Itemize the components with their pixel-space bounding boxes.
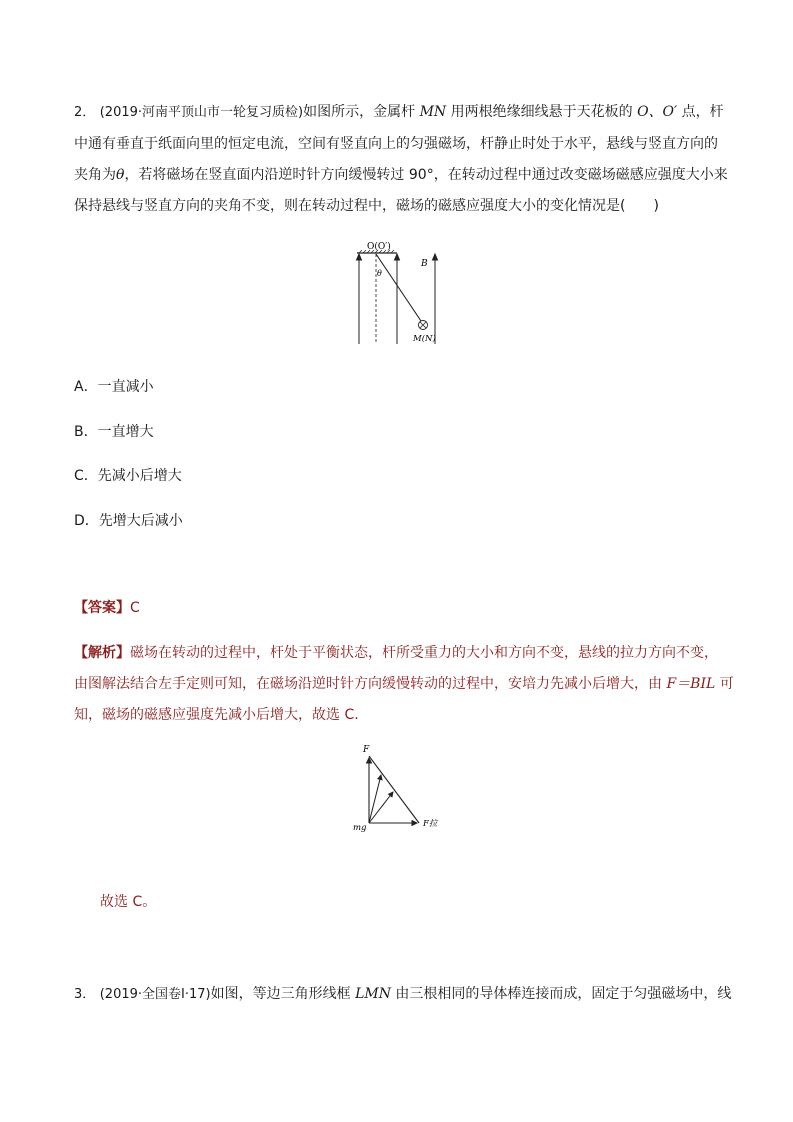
fig2-label-f: F [363, 745, 370, 755]
q2-text: 夹角为 [74, 167, 116, 183]
analysis-text: 磁场在转动的过程中，杆处于平衡状态，杆所受重力的大小和方向不变，悬线的拉力方向不变， [130, 645, 718, 661]
current-into-page-icon [419, 321, 428, 330]
q2-text: ，若将磁场在竖直面内沿逆时针方向缓慢转过 90°，在转动过程中通过改变磁场磁感应强度大小来 [124, 167, 728, 183]
q3-number: 3． [74, 987, 96, 1002]
q2-rod-label: MN [419, 104, 447, 120]
option-b [74, 422, 154, 442]
q3-line-1 [74, 984, 732, 1005]
option-letter: A． [74, 379, 98, 395]
q2-text: 如图所示，金属杆 [303, 104, 420, 120]
q2-angle-symbol: θ [116, 167, 125, 183]
q2-line-4: 保持悬线与竖直方向的夹角不变，则在转动过程中，磁场的磁感应强度大小的变化情况是( ) [74, 198, 659, 214]
analysis-label: 【解析】 [74, 645, 130, 661]
option-letter: B． [74, 424, 98, 440]
option-text: 先增大后减小 [98, 513, 183, 529]
q2-number: 2． [74, 105, 96, 120]
fig2-label-mg: mg [353, 823, 367, 832]
q3-text: 如图，等边三角形线框 [210, 986, 356, 1002]
analysis-line-3: 知，磁场的磁感应强度先减小后增大，故选 C. [74, 707, 359, 723]
q2-line-2: 中通有垂直于纸面向里的恒定电流，空间有竖直向上的匀强磁场，杆静止时处于水平，悬线与竖直方向的 [74, 136, 718, 152]
q2-figure [345, 238, 455, 348]
answer-label: 【答案】 [74, 600, 130, 616]
analysis-text: 由图解法结合左手定则可知，在磁场沿逆时针方向缓慢转动的过程中，安培力先减小后增大，由 [74, 676, 667, 692]
analysis-line-2 [74, 674, 734, 694]
q2-text: 用两根绝缘细线悬于天花板的 [446, 104, 638, 120]
fig1-string [376, 254, 421, 321]
q3-source: (2019·全国卷Ⅰ·17) [99, 987, 211, 1002]
q3-frame-label: LMN [355, 986, 391, 1002]
fig1-label-b: B [421, 259, 428, 269]
q3-text: 由三根相同的导体棒连接而成，固定于匀强磁场中，线 [390, 986, 732, 1002]
option-c [74, 466, 182, 486]
q2-text: 点，杆 [677, 104, 724, 120]
q2-points-label: O、O′ [637, 104, 678, 120]
q2-source: (2019·河南平顶山市一轮复习质检) [99, 105, 304, 120]
fig1-label-theta: θ [377, 269, 382, 278]
analysis-text: 可 [715, 676, 734, 692]
option-text: 先减小后增大 [97, 468, 182, 484]
answer-value: C [130, 600, 140, 616]
q2-line-3 [74, 165, 728, 185]
option-letter: D． [74, 513, 99, 529]
fig1-label-o: O(O′) [367, 242, 391, 252]
q2-line-1 [74, 102, 724, 123]
analysis-figure [345, 740, 455, 832]
option-text: 一直减小 [97, 379, 154, 395]
option-letter: C． [74, 468, 98, 484]
fig2-label-ft: F拉 [423, 819, 438, 829]
analysis-formula: F＝BIL [666, 676, 716, 692]
analysis-line-1 [74, 643, 724, 663]
answer-line [74, 598, 724, 618]
option-d [74, 511, 183, 531]
option-a [74, 377, 154, 397]
fig1-label-m: M(N) [413, 334, 436, 344]
option-text: 一直增大 [97, 424, 154, 440]
conclusion: 故选 C。 [100, 894, 157, 910]
